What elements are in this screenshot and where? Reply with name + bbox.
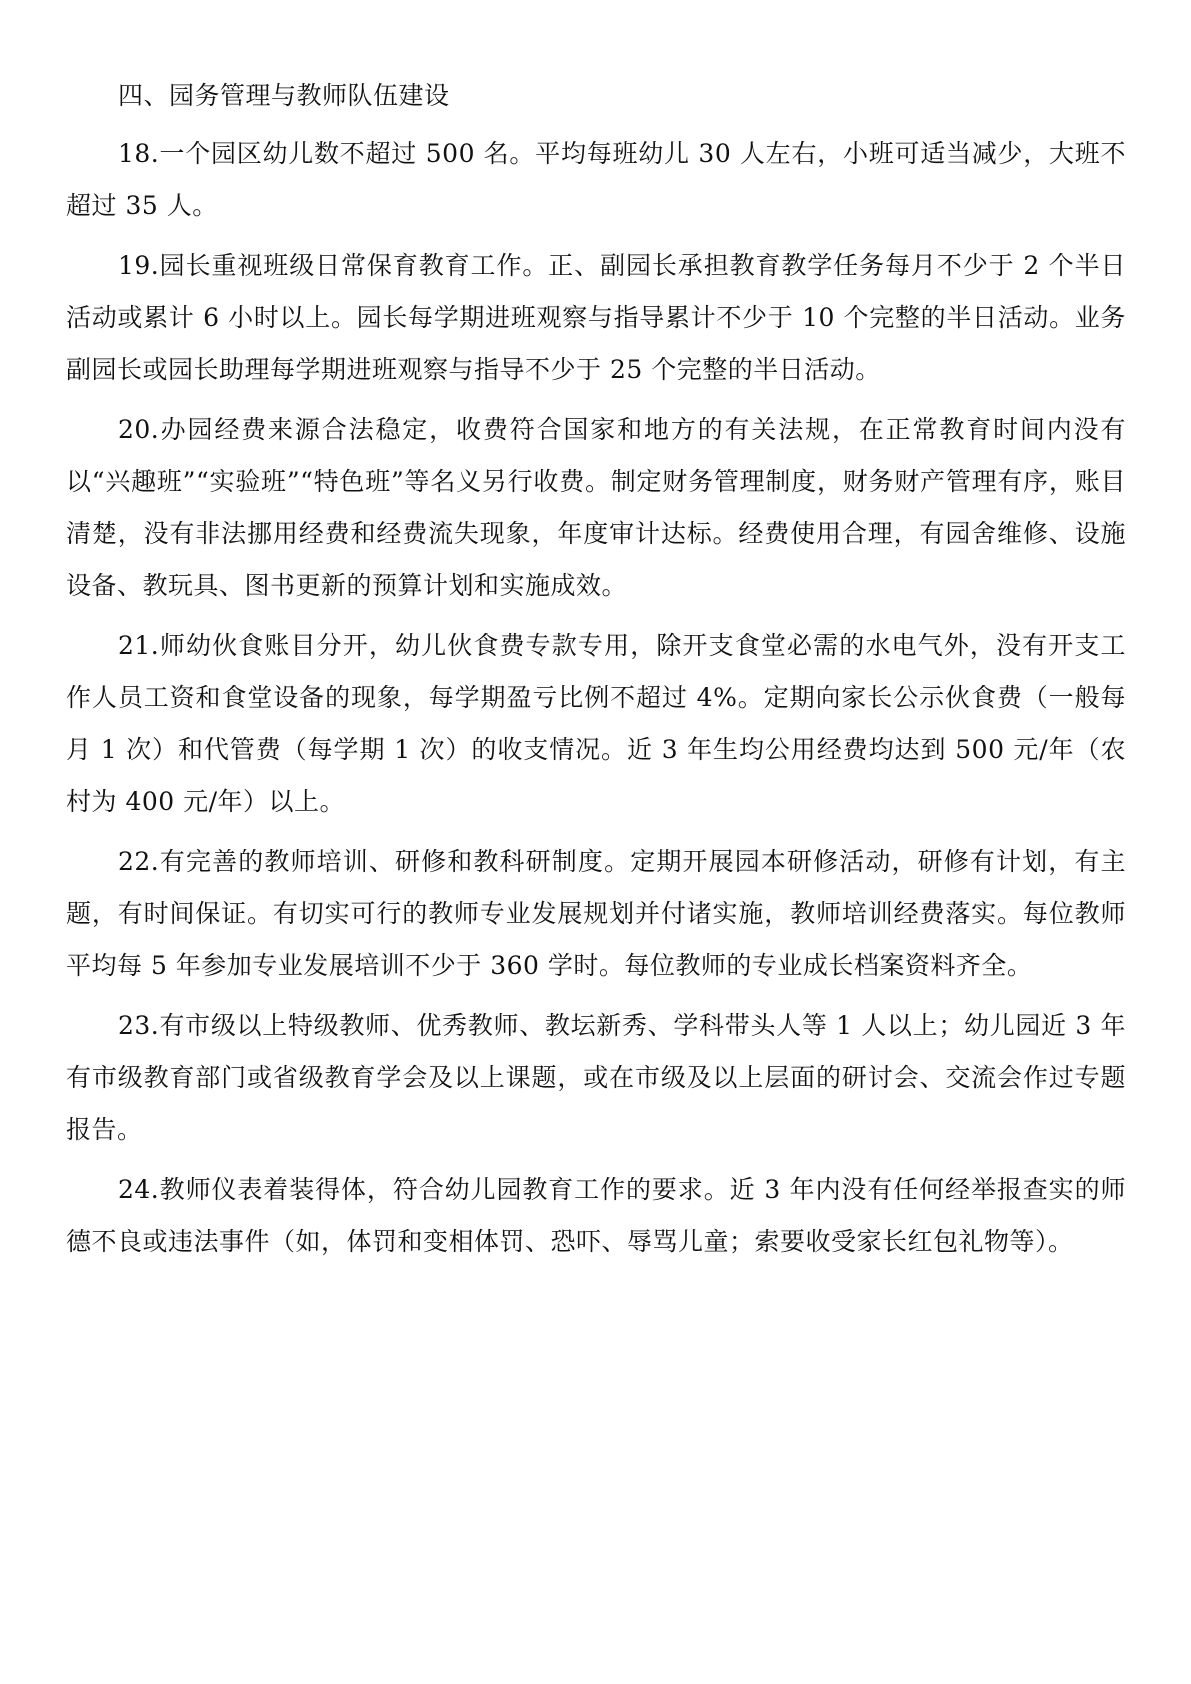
- paragraph-20: 20.办园经费来源合法稳定，收费符合国家和地方的有关法规，在正常教育时间内没有以“兴趣班”“实验班”“特色班”等名义另行收费。制定财务管理制度，财务财产管理有序，账目清楚，没有非法挪用经费和经费流失现象，年度审计达标。经费使用合理，有园舍维修、设施设备、教玩具、图书更新的预算计划和实施成效。: [66, 415, 1126, 600]
- document-page: [66, 70, 1126, 1276]
- paragraph-22: 22.有完善的教师培训、研修和教科研制度。定期开展园本研修活动，研修有计划，有主题，有时间保证。有切实可行的教师专业发展规划并付诸实施，教师培训经费落实。每位教师平均每 5 年参加专业发展培训不少于 360 学时。每位教师的专业成长档案资料齐全。: [66, 847, 1126, 980]
- section-heading: 四、园务管理与教师队伍建设: [118, 81, 450, 110]
- paragraph-23: 23.有市级以上特级教师、优秀教师、教坛新秀、学科带头人等 1 人以上；幼儿园近 3 年有市级教育部门或省级教育学会及以上课题，或在市级及以上层面的研讨会、交流会作过专题报告。: [66, 1011, 1126, 1144]
- paragraph-18: 18.一个园区幼儿数不超过 500 名。平均每班幼儿 30 人左右，小班可适当减少，大班不超过 35 人。: [66, 139, 1126, 220]
- paragraph-24: 24.教师仪表着装得体，符合幼儿园教育工作的要求。近 3 年内没有任何经举报查实的师德不良或违法事件（如，体罚和变相体罚、恐吓、辱骂儿童；索要收受家长红包礼物等）。: [66, 1175, 1126, 1256]
- paragraph-19: 19.园长重视班级日常保育教育工作。正、副园长承担教育教学任务每月不少于 2 个半日活动或累计 6 小时以上。园长每学期进班观察与指导累计不少于 10 个完整的半日活动。业务副园长或园长助理每学期进班观察与指导不少于 25 个完整的半日活动。: [66, 251, 1126, 384]
- paragraph-21: 21.师幼伙食账目分开，幼儿伙食费专款专用，除开支食堂必需的水电气外，没有开支工作人员工资和食堂设备的现象，每学期盈亏比例不超过 4%。定期向家长公示伙食费（一般每月 1 次）和代管费（每学期 1 次）的收支情况。近 3 年生均公用经费均达到 500 元/年（农村为 400 元/年）以上。: [66, 631, 1126, 816]
